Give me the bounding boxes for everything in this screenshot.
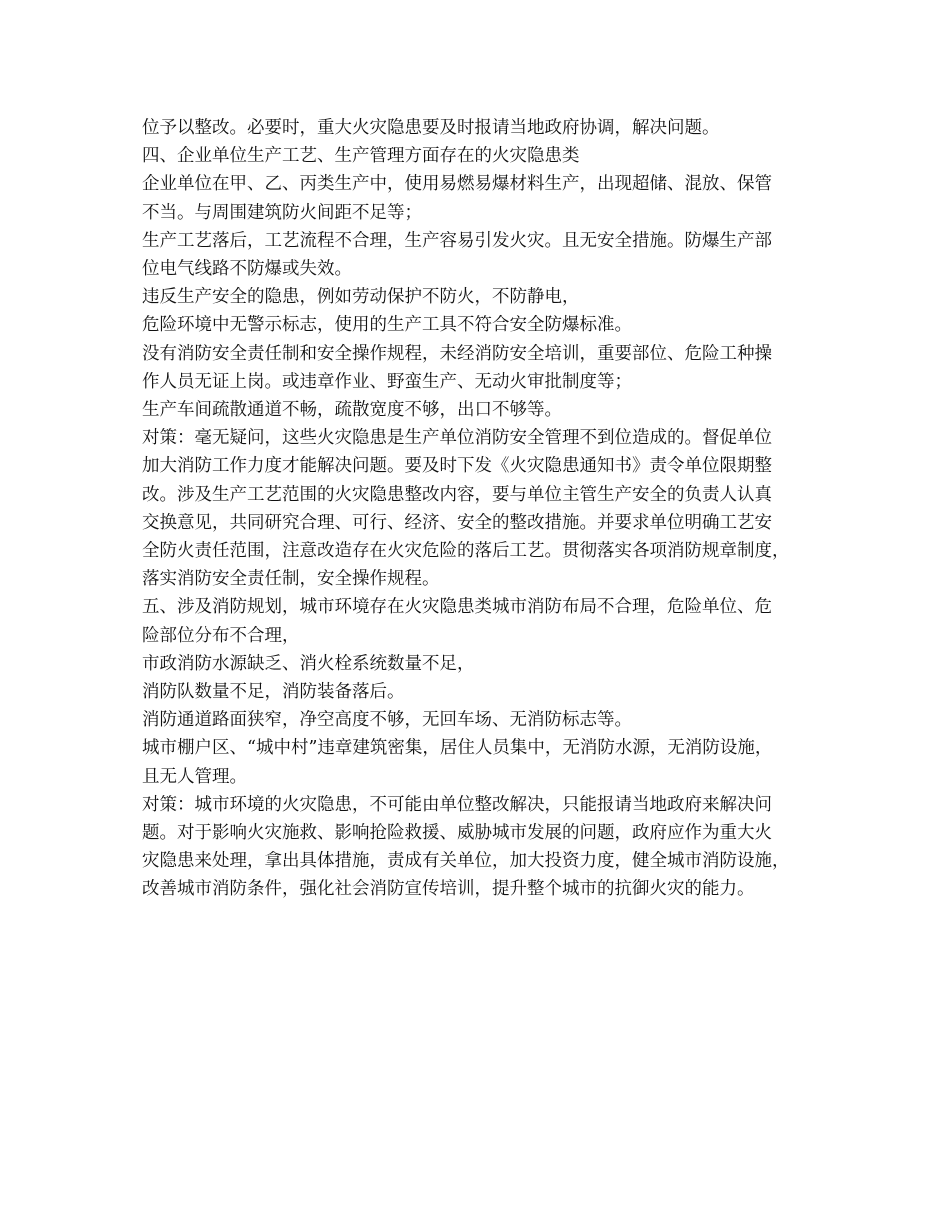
text-line: 城市棚户区、“城中村”违章建筑密集，居住人员集中，无消防水源，无消防设施， (142, 738, 773, 759)
text-line: 生产工艺落后，工艺流程不合理，生产容易引发火灾。且无安全措施。防爆生产部 (142, 230, 772, 251)
document-body (142, 114, 822, 904)
countermeasure-paragraph-line: 题。对于影响火灾施救、影响抢险救援、威胁城市发展的问题，政府应作为重大火 (142, 823, 772, 844)
text-line: 违反生产安全的隐患，例如劳动保护不防火，不防静电， (142, 287, 580, 308)
countermeasure-paragraph-line: 全防火责任范围，注意改造存在火灾危险的落后工艺。贯彻落实各项消防规章制度， (142, 541, 790, 562)
countermeasure-paragraph-line: 交换意见，共同研究合理、可行、经济、安全的整改措施。并要求单位明确工艺安 (142, 512, 772, 533)
countermeasure-paragraph-line: 改善城市消防条件，强化社会消防宣传培训，提升整个城市的抗御火灾的能力。 (142, 879, 755, 900)
countermeasure-paragraph-line: 对策：城市环境的火灾隐患，不可能由单位整改解决，只能报请当地政府来解决问 (142, 794, 772, 815)
text-line: 位电气线路不防爆或失效。 (142, 259, 352, 280)
section-heading-five: 五、涉及消防规划，城市环境存在火灾隐患类城市消防布局不合理，危险单位、危 (142, 597, 772, 618)
section-heading-four: 四、企业单位生产工艺、生产管理方面存在的火灾隐患类 (142, 146, 580, 167)
countermeasure-paragraph-line: 落实消防安全责任制，安全操作规程。 (142, 569, 440, 590)
text-line: 市政消防水源缺乏、消火栓系统数量不足， (142, 653, 475, 674)
text-line: 危险环境中无警示标志，使用的生产工具不符合安全防爆标准。 (142, 315, 632, 336)
countermeasure-paragraph-line: 对策：毫无疑问，这些火灾隐患是生产单位消防安全管理不到位造成的。督促单位 (142, 428, 772, 449)
text-line: 消防队数量不足，消防装备落后。 (142, 682, 405, 703)
text-line: 消防通道路面狭窄，净空高度不够，无回车场、无消防标志等。 (142, 710, 632, 731)
text-line: 位予以整改。必要时，重大火灾隐患要及时报请当地政府协调，解决问题。 (142, 118, 720, 138)
text-line: 作人员无证上岗。或违章作业、野蛮生产、无动火审批制度等； (142, 371, 632, 392)
text-line: 且无人管理。 (142, 766, 247, 787)
text-line: 没有消防安全责任制和安全操作规程，未经消防安全培训，重要部位、危险工种操 (142, 343, 772, 364)
countermeasure-paragraph-line: 改。涉及生产工艺范围的火灾隐患整改内容，要与单位主管生产安全的负责人认真 (142, 484, 772, 505)
countermeasure-paragraph-line: 灾隐患来处理，拿出具体措施，责成有关单位，加大投资力度，健全城市消防设施， (142, 851, 790, 872)
text-line: 不当。与周围建筑防火间距不足等； (142, 202, 422, 223)
text-line: 险部位分布不合理， (142, 625, 300, 646)
countermeasure-paragraph-line: 加大消防工作力度才能解决问题。要及时下发《火灾隐患通知书》责令单位限期整 (142, 456, 772, 477)
text-line: 生产车间疏散通道不畅，疏散宽度不够，出口不够等。 (142, 400, 562, 421)
text-line: 企业单位在甲、乙、丙类生产中，使用易燃易爆材料生产，出现超储、混放、保管 (142, 174, 772, 195)
